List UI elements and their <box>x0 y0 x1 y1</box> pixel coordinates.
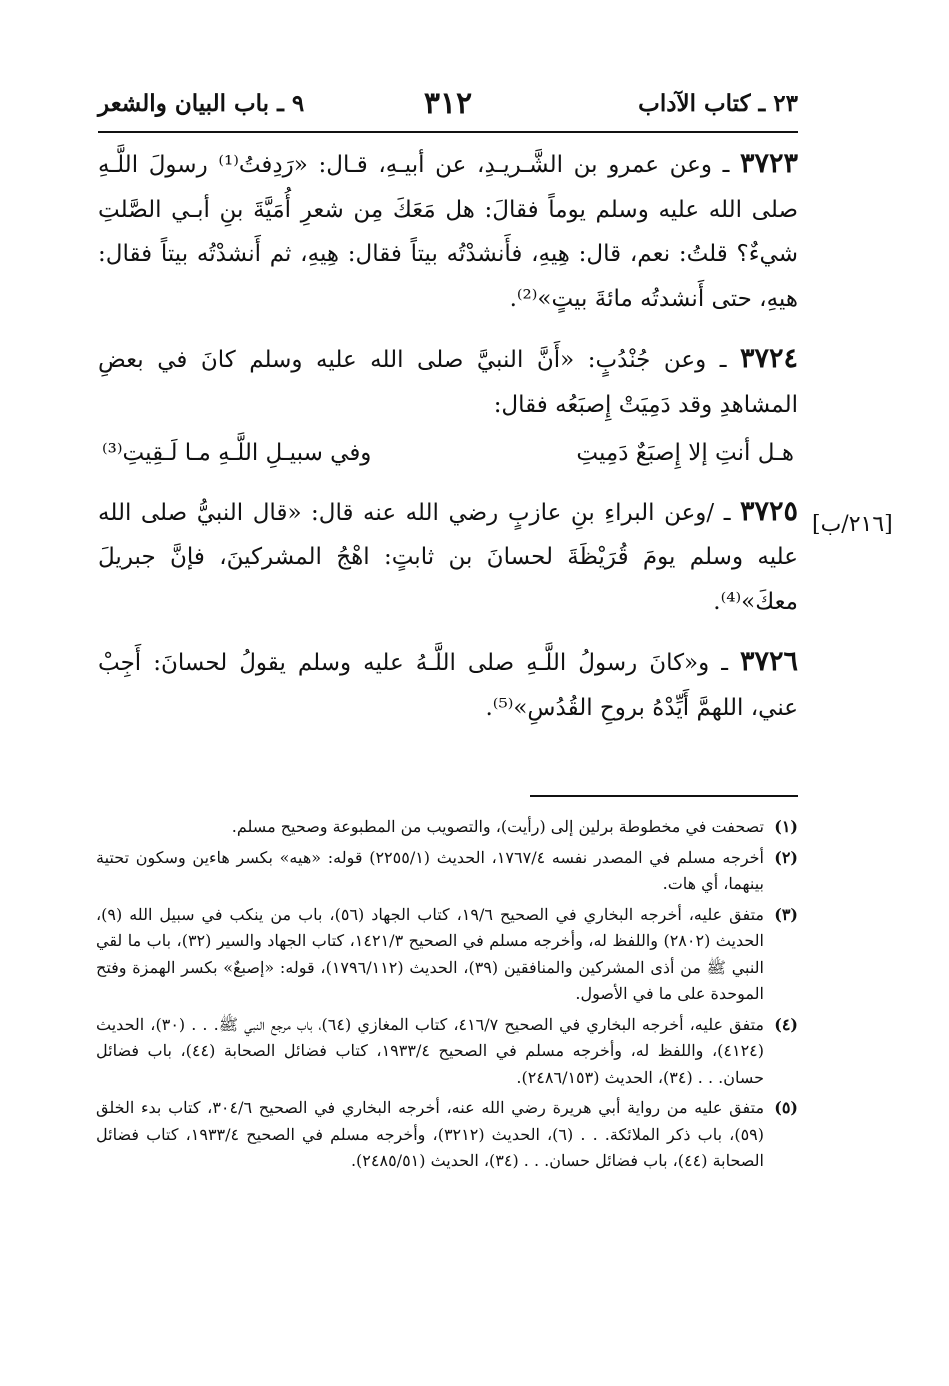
hadith-3725 <box>98 490 798 625</box>
hadith-text: ـ وعن عمرو بن الشَّـريـدِ، عن أبيـهِ، قـال: «رَدِفتُ⁽¹⁾ رسولَ اللَّـهِ صلى الله عليه وسلم يوماً فقالَ: هل مَعَكَ مِن شعرِ أُمَيَّةَ بنِ أبـي الصَّلتِ شيءٌ؟ قلتُ: نعم، قال: هِيهِ، فأَنشدْتُه بيتاً فقال: هِيهِ، ثم أَنشدْتُه بيتاً فقال: هيهِ، حتى أَنشدتُه مائةَ بيتٍ»⁽²⁾. <box>98 152 798 312</box>
hadith-3724 <box>98 337 798 427</box>
footnotes <box>96 814 798 1179</box>
footnote-text: متفق عليه، أخرجه البخاري في الصحيح ١٩/٦، كتاب الجهاد (٥٦)، باب من ينكب في سبيل الله (٩)، الحديث (٢٨٠٢) واللفظ له، وأخرجه مسلم في الصحيح ١٤٢١/٣، كتاب الجهاد والسير (٣٢)، باب ما لقي النبي ﷺ من أذى المشركين والمنافقين (٣٩)، الحديث (١٧٩٦/١١٢)، قوله: «إصبعٌ» بكسر الهمزة وفتح الموحدة على ما في الأصول. <box>96 904 765 1003</box>
footnote-number: (٥) <box>774 1098 798 1117</box>
footnote-5 <box>96 1095 798 1175</box>
footnote-text: متفق عليه، أخرجه البخاري في الصحيح ٤١٦/٧، كتاب المغازي (٦٤)، باب مرجع النبي ﷺ. . . (٣٠)، الحديث (٤١٢٤)، واللفظ له، وأخرجه مسلم في الصحيح ١٩٣٣/٤، كتاب فضائل الصحابة (٤٤)، باب فضائل حسان. . . (٣٤)، الحديث (٢٤٨٦/١٥٣). <box>96 1014 764 1087</box>
poem-verse <box>98 431 798 476</box>
footnote-text: أخرجه مسلم في المصدر نفسه ١٧٦٧/٤، الحديث (٢٢٥٥/١) قوله: «هيه» بكسر هاءين وسكون تحتية بينهما، أي هات. <box>96 847 765 893</box>
margin-folio-note: [٢١٦/ب] <box>812 512 893 537</box>
footnote-text: متفق عليه من رواية أبي هريرة رضي الله عنه، أخرجه البخاري في الصحيح ٣٠٤/٦، كتاب بدء الخلق (٥٩)، باب ذكر الملائكة. . . (٦)، الحديث (٣٢١٢)، وأخرجه مسلم في الصحيح ١٩٣٣/٤، كتاب فضائل الصحابة (٤٤)، باب فضائل حسان. . . (٣٤)، الحديث (٢٤٨٥/٥١). <box>96 1098 765 1170</box>
footnote-number: (٣) <box>774 904 798 924</box>
hadith-number: ٣٧٢٤ <box>739 343 798 374</box>
footnote-4 <box>96 1012 798 1092</box>
footnote-rule <box>530 795 798 797</box>
footnote-text: تصحفت في مخطوطة برلين إلى (رأيت)، والتصويب من المطبوعة وصحيح مسلم. <box>231 817 764 836</box>
main-text <box>98 142 798 746</box>
footnote-number: (١) <box>774 817 798 836</box>
footnote-number: (٤) <box>774 1014 798 1034</box>
footnote-number: (٢) <box>774 847 798 867</box>
book-chapter-title: ٢٣ ـ كتاب الآداب <box>638 90 798 117</box>
poem-first-hemistich: هـل أنتِ إلا إِصبَعٌ دَمِيتِ <box>576 440 794 466</box>
page-number: ٣١٢ <box>423 86 473 121</box>
hadith-3726 <box>98 640 798 730</box>
hadith-number: ٣٧٢٦ <box>739 646 798 677</box>
footnote-1 <box>96 814 798 841</box>
hadith-number: ٣٧٢٣ <box>739 148 798 179</box>
hadith-number: ٣٧٢٥ <box>739 495 798 527</box>
hadith-text: ـ /وعن البراءِ بنِ عازبٍ رضي الله عنه قال: «قال النبيُّ صلى الله عليه وسلم يومَ قُرَيْظَةَ لحسانَ بن ثابتٍ: اهْجُ المشركينَ، فإنَّ جبريلَ معكَ»⁽⁴⁾. <box>98 499 798 615</box>
poem-second-hemistich: وفي سبيـلِ اللَّـهِ مـا لَـقِيتِ⁽³⁾ <box>102 440 372 466</box>
footnote-2 <box>96 845 798 898</box>
footnote-3 <box>96 902 798 1008</box>
page-header <box>98 86 798 126</box>
hadith-3723 <box>98 142 798 321</box>
header-rule <box>98 131 798 133</box>
hadith-text: ـ و«كانَ رسولُ اللَّـهِ صلى اللَّـهُ عليه وسلم يقولُ لحسانَ: أَجِبْ عني، اللهمَّ أَيِّدْهُ بروحِ القُدُسِ»⁽⁵⁾. <box>98 650 798 721</box>
section-title: ٩ ـ باب البيان والشعر <box>98 90 305 117</box>
hadith-text: ـ وعن جُنْدُبٍ: «أَنَّ النبيَّ صلى الله عليه وسلم كانَ في بعضِ المشاهدِ وقد دَمِيَتْ إِصبَعُه فقال: <box>98 347 798 418</box>
